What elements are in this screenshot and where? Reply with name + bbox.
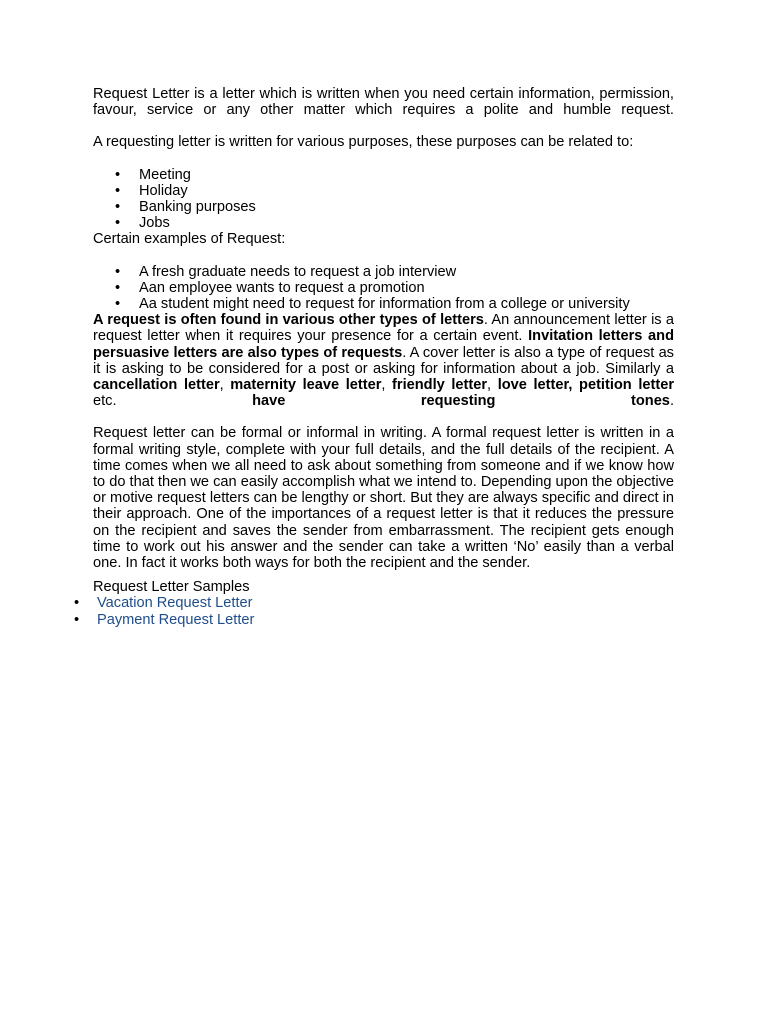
bold-invitation: Invitation letters and persuasive letters are also types of requests <box>93 328 674 361</box>
list-item: • Jobs <box>93 215 674 231</box>
bold-friendly: friendly letter <box>392 377 488 394</box>
list-item: • Holiday <box>93 183 674 199</box>
purposes-list <box>93 167 674 232</box>
intro-line-2: favour, service or any other matter which requires a polite and humble request. <box>93 102 674 119</box>
bold-love-petition: love letter, petition letter <box>497 377 675 394</box>
examples-list <box>93 264 674 313</box>
text-etc: etc. <box>93 393 253 410</box>
list-item: • Aan employee wants to request a promotion <box>93 280 674 296</box>
intro-paragraph <box>93 86 674 118</box>
bold-often-found: A request is often found in various other types of letters <box>93 312 484 329</box>
comma-separator: , <box>487 377 498 394</box>
bold-cancellation: cancellation letter <box>93 377 220 394</box>
list-item: • Aa student might need to request for information from a college or university <box>93 296 674 312</box>
list-item: • A fresh graduate needs to request a job interview <box>93 264 674 280</box>
text-announcement: . An announcement letter is a request letter when it requires your presence for a certain event. <box>93 312 674 345</box>
samples-list <box>0 595 400 627</box>
examples-lead: Certain examples of Request: <box>93 231 286 248</box>
comma-separator: , <box>381 377 393 394</box>
document-page <box>93 86 674 628</box>
list-item <box>0 612 400 628</box>
comma-separator: , <box>219 377 231 394</box>
vacation-request-letter-link[interactable]: Vacation Request Letter <box>97 595 253 612</box>
bold-have-requesting: have requesting tones <box>252 393 670 410</box>
period: . <box>669 393 674 410</box>
intro-line-1: Request Letter is a letter which is written when you need certain information, permission, <box>93 86 674 102</box>
list-item: • Meeting <box>93 167 674 183</box>
list-item: • Banking purposes <box>93 199 674 215</box>
list-item <box>0 595 400 611</box>
bold-maternity: maternity leave letter <box>230 377 382 394</box>
payment-request-letter-link[interactable]: Payment Request Letter <box>97 611 255 628</box>
purposes-lead: A requesting letter is written for various purposes, these purposes can be related to: <box>93 134 634 151</box>
samples-heading: Request Letter Samples <box>93 579 250 596</box>
letter-types-paragraph <box>93 312 674 409</box>
text-cover: . A cover letter is also a type of request as it is asking to be considered for a post or asking for information about a job. Similarly a <box>93 344 674 377</box>
formal-informal-paragraph: Request letter can be formal or informal in writing. A formal request letter is written in a formal writing style, complete with your full details, and the full details of the recipient. A time comes when we all need to ask about something from someone and if we know how to do that then we can easily accomplish what we intend to. Depending upon the objective or motive request letters can be lengthy or short. But they are always specific and direct in their approach. One of the importances of a request letter is that it reduces the pressure on the recipient and saves the sender from embarrassment. The recipient gets enough time to work out his answer and the sender can take a written ‘No’ easily than a verbal one. In fact it works both ways for both the recipient and the sender. <box>93 425 674 572</box>
